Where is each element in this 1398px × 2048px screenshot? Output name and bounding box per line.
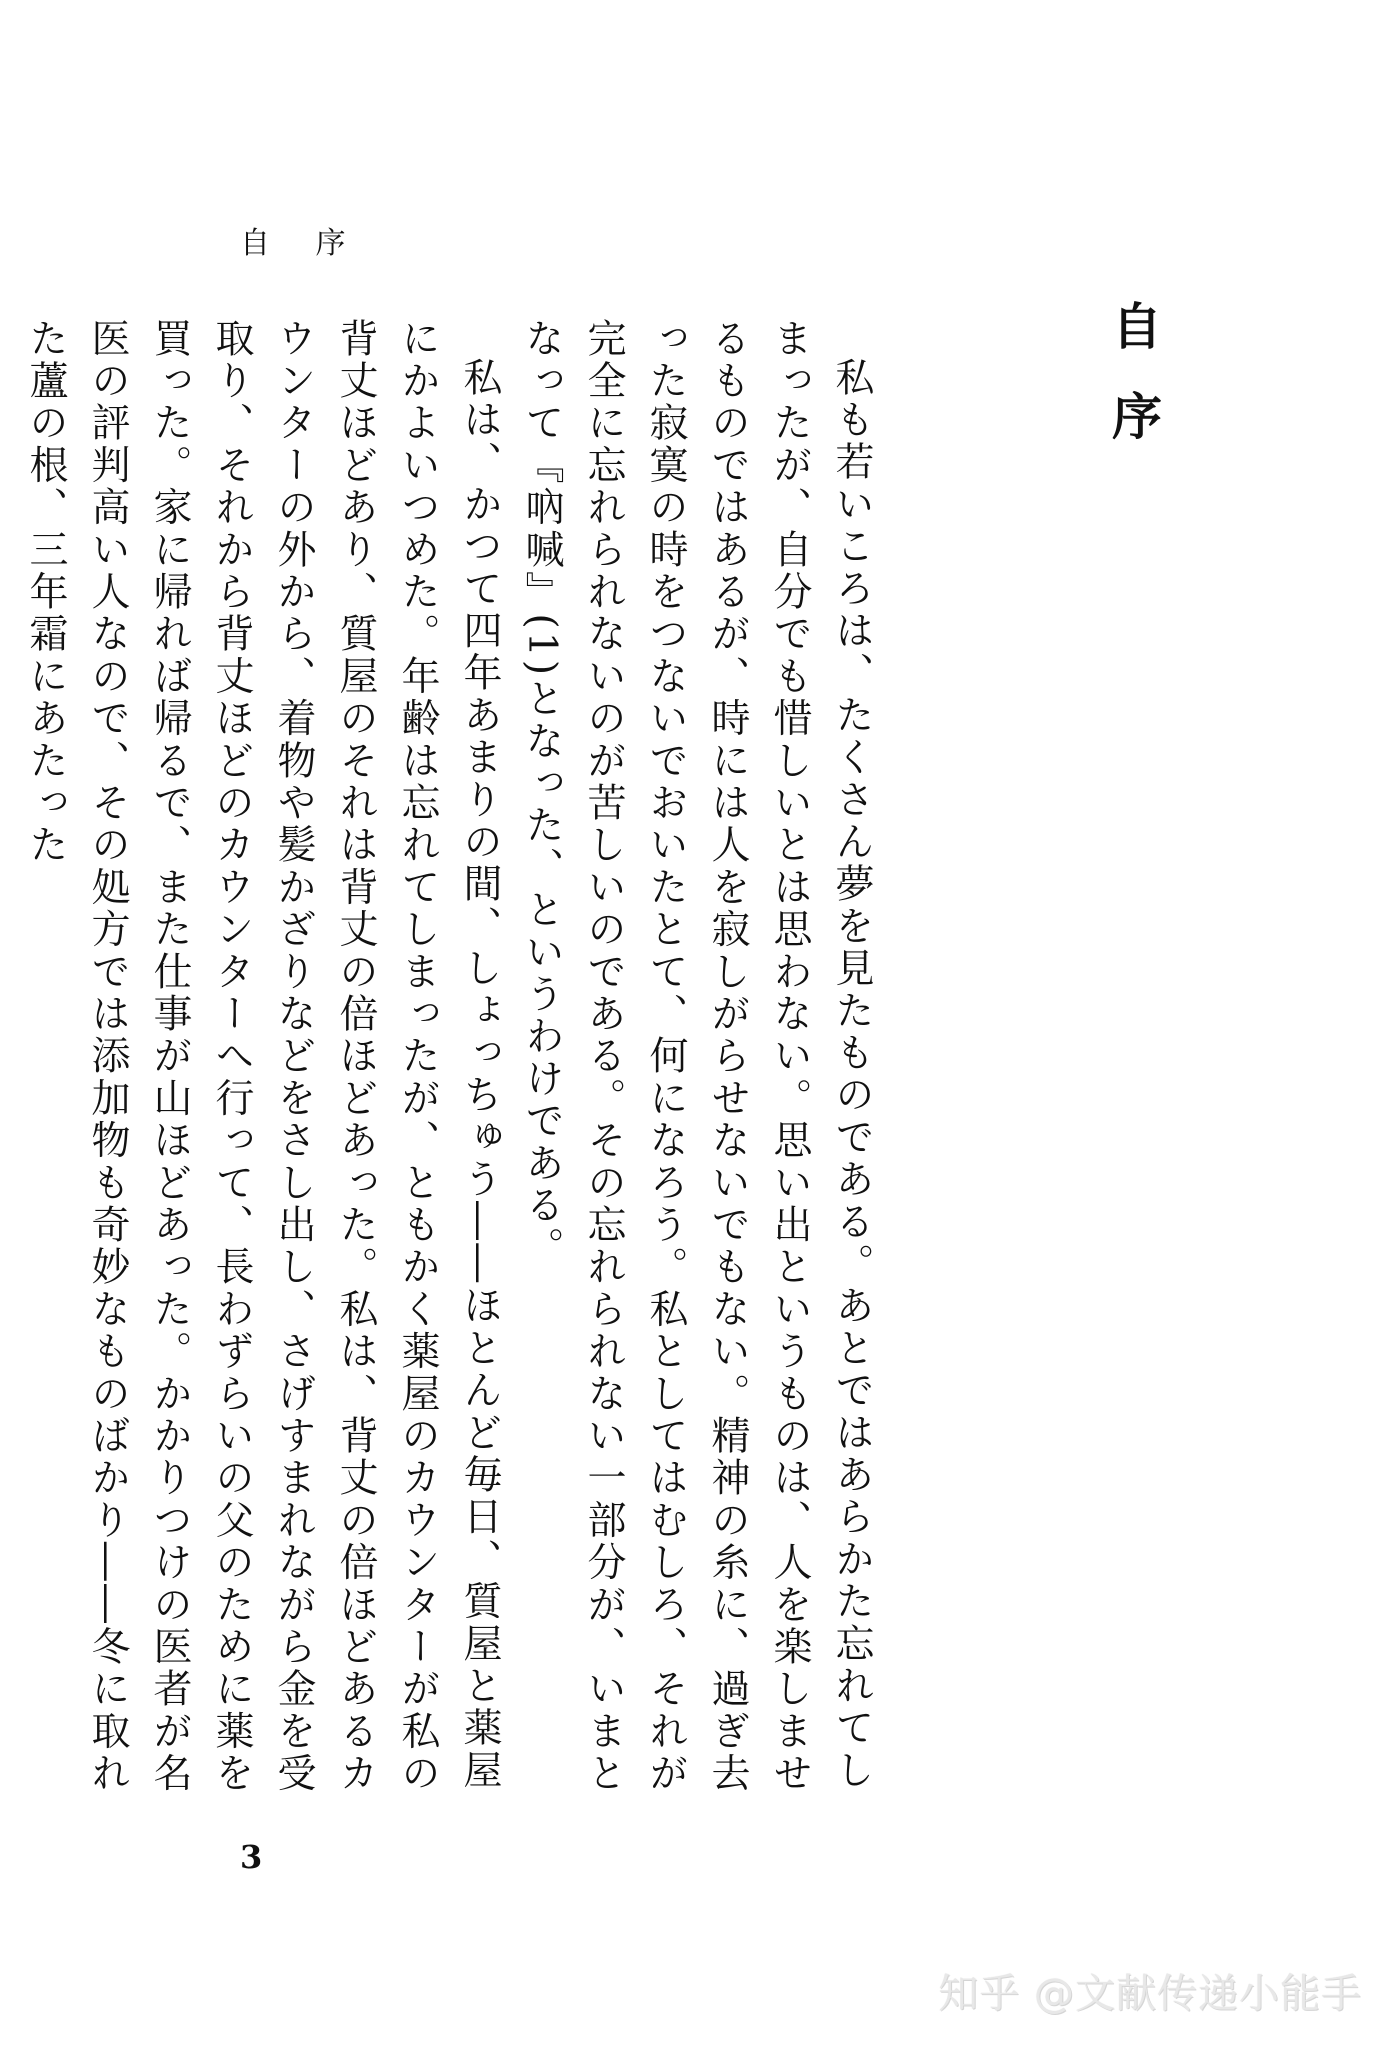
paragraph-1: 私も若いころは、たくさん夢を見たものである。あとではあらかた忘れてしまったが、自分でも惜しいとは思わない。思い出というものは、人を楽しませるものではあるが、時には人を寂しがらせないでもない。精神の糸に、過ぎ去った寂寞の時をつないでおいたとて、何になろう。私としてはむしろ、それが完全に忘れられないのが苦しいのである。その忘れられない一部分が、いまとなって『吶喊』(1)となった、というわけである。	[519, 318, 874, 1795]
body-text	[14, 318, 882, 1798]
watermark: 知乎 @文献传递小能手	[938, 1971, 1362, 2017]
chapter-title: 自序	[1104, 300, 1163, 480]
running-header: 自 序	[240, 226, 364, 261]
page-number: 3	[240, 1838, 263, 1876]
paragraph-2: 私は、かつて四年あまりの間、しょっちゅう――ほとんど毎日、質屋と薬屋にかよいつめた。年齢は忘れてしまったが、ともかく薬屋のカウンターが私の背丈ほどあり、質屋のそれは背丈の倍ほどあった。私は、背丈の倍ほどあるカウンターの外から、着物や髪かざりなどをさし出し、さげすまれながら金を受取り、それから背丈ほどのカウンターへ行って、長わずらいの父のために薬を買った。家に帰れば帰るで、また仕事が山ほどあった。かかりつけの医者が名医の評判高い人なので、その処方では添加物も奇妙なものばかり――冬に取れた蘆の根、三年霜にあたった	[23, 318, 502, 1795]
